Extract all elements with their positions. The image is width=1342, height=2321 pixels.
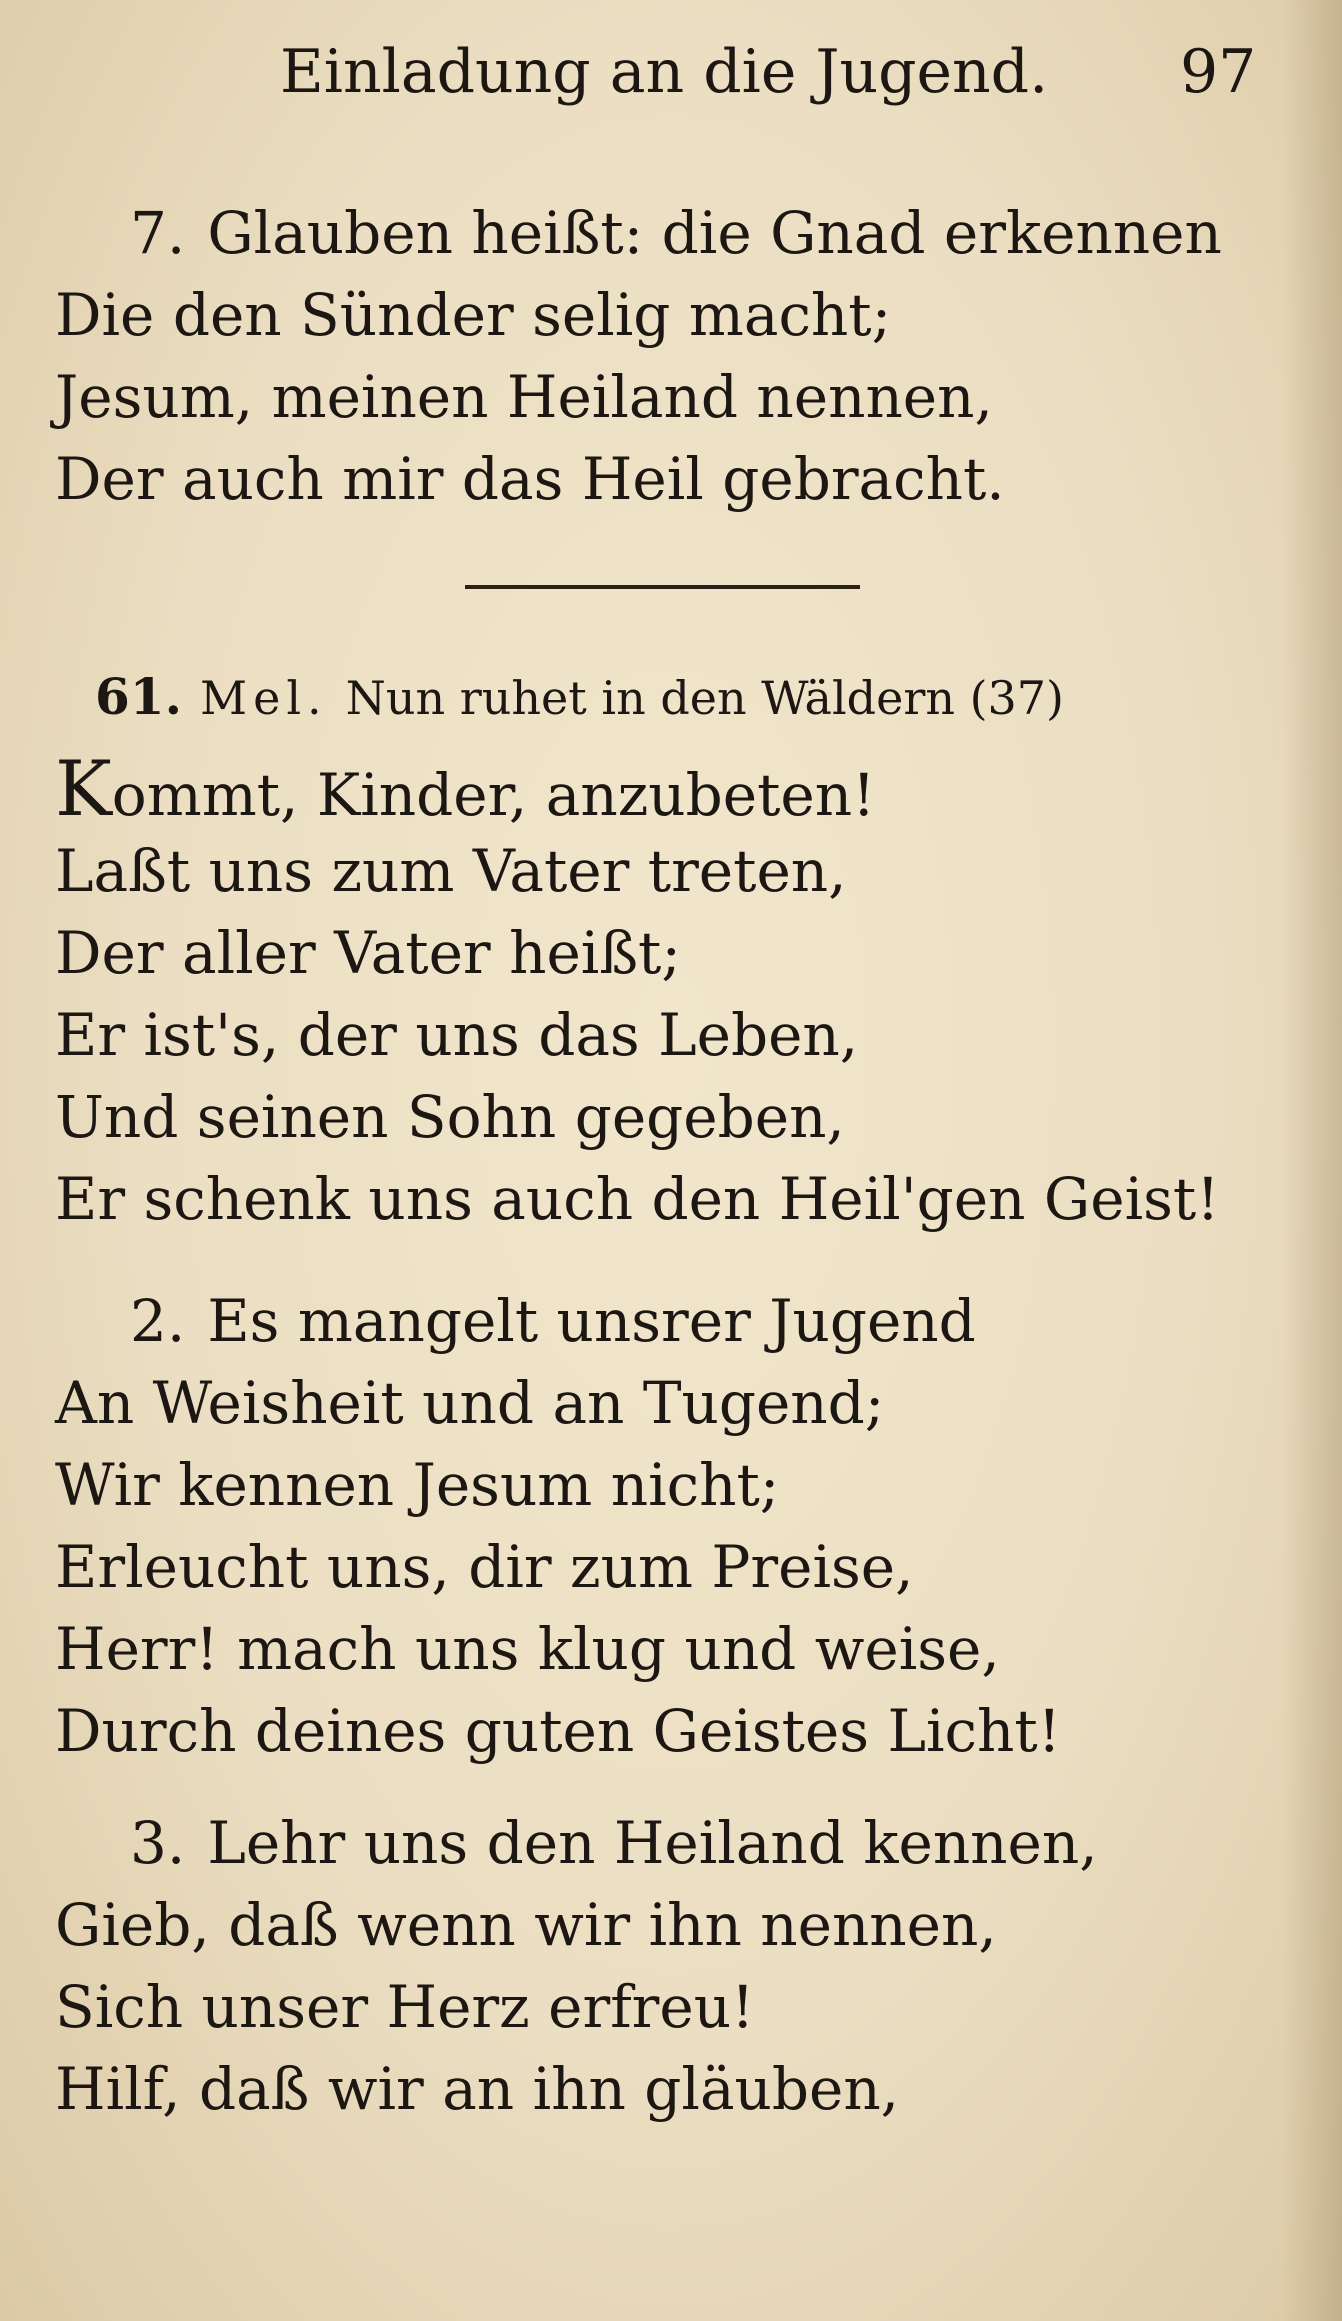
running-title: Einladung an die Jugend. bbox=[280, 37, 1049, 107]
verse-line-text: Lehr uns den Heiland kennen, bbox=[207, 1809, 1098, 1877]
page-edge-shadow bbox=[1282, 0, 1342, 2321]
verse-line-text: Glauben heißt: die Gnad erkennen bbox=[207, 199, 1222, 267]
verse-line: Gieb, daß wenn wir ihn nennen, bbox=[55, 1891, 997, 1959]
verse-line: Der aller Vater heißt; bbox=[55, 919, 681, 987]
verse-line bbox=[55, 1280, 1255, 1362]
verse-line: Sich unser Herz erfreu! bbox=[55, 1973, 755, 2041]
verse-line: Und seinen Sohn gegeben, bbox=[55, 1083, 845, 1151]
melody-name: Nun ruhet in den Wäldern (37) bbox=[345, 671, 1064, 725]
stanza-7 bbox=[55, 192, 1255, 520]
hymn-stanza-2 bbox=[55, 1280, 1255, 1772]
section-divider-rule bbox=[465, 585, 860, 589]
verse-number: 7. bbox=[130, 199, 186, 267]
hymn-stanza-1 bbox=[55, 744, 1255, 1240]
verse-line: Die den Sünder selig macht; bbox=[55, 281, 892, 349]
verse-line: Durch deines guten Geistes Licht! bbox=[55, 1697, 1061, 1765]
verse-line: Erleucht uns, dir zum Preise, bbox=[55, 1533, 914, 1601]
hymn-stanza-3 bbox=[55, 1802, 1255, 2130]
verse-line-text: ommt, Kinder, anzubeten! bbox=[111, 761, 876, 829]
verse-number: 3. bbox=[130, 1809, 186, 1877]
page-number: 97 bbox=[1180, 37, 1257, 107]
drop-initial: K bbox=[55, 744, 112, 833]
verse-line: Laßt uns zum Vater treten, bbox=[55, 837, 847, 905]
verse-line: Er ist's, der uns das Leben, bbox=[55, 1001, 859, 1069]
verse-line: Jesum, meinen Heiland nennen, bbox=[55, 363, 993, 431]
verse-line: Er schenk uns auch den Heil'gen Geist! bbox=[55, 1165, 1220, 1233]
verse-line: Herr! mach uns klug und weise, bbox=[55, 1615, 1000, 1683]
verse-line: Der auch mir das Heil gebracht. bbox=[55, 445, 1005, 513]
page-header bbox=[0, 32, 1342, 112]
melody-label: Mel. bbox=[200, 671, 328, 725]
verse-line bbox=[55, 192, 1255, 274]
hymn-heading bbox=[95, 662, 1064, 733]
verse-number: 2. bbox=[130, 1287, 186, 1355]
verse-line: An Weisheit und an Tugend; bbox=[55, 1369, 885, 1437]
verse-line: Hilf, daß wir an ihn gläuben, bbox=[55, 2055, 900, 2123]
hymn-number: 61. bbox=[95, 667, 182, 726]
verse-line bbox=[55, 744, 1255, 833]
verse-line-text: Es mangelt unsrer Jugend bbox=[207, 1287, 976, 1355]
verse-line bbox=[55, 1802, 1255, 1884]
verse-line: Wir kennen Jesum nicht; bbox=[55, 1451, 780, 1519]
